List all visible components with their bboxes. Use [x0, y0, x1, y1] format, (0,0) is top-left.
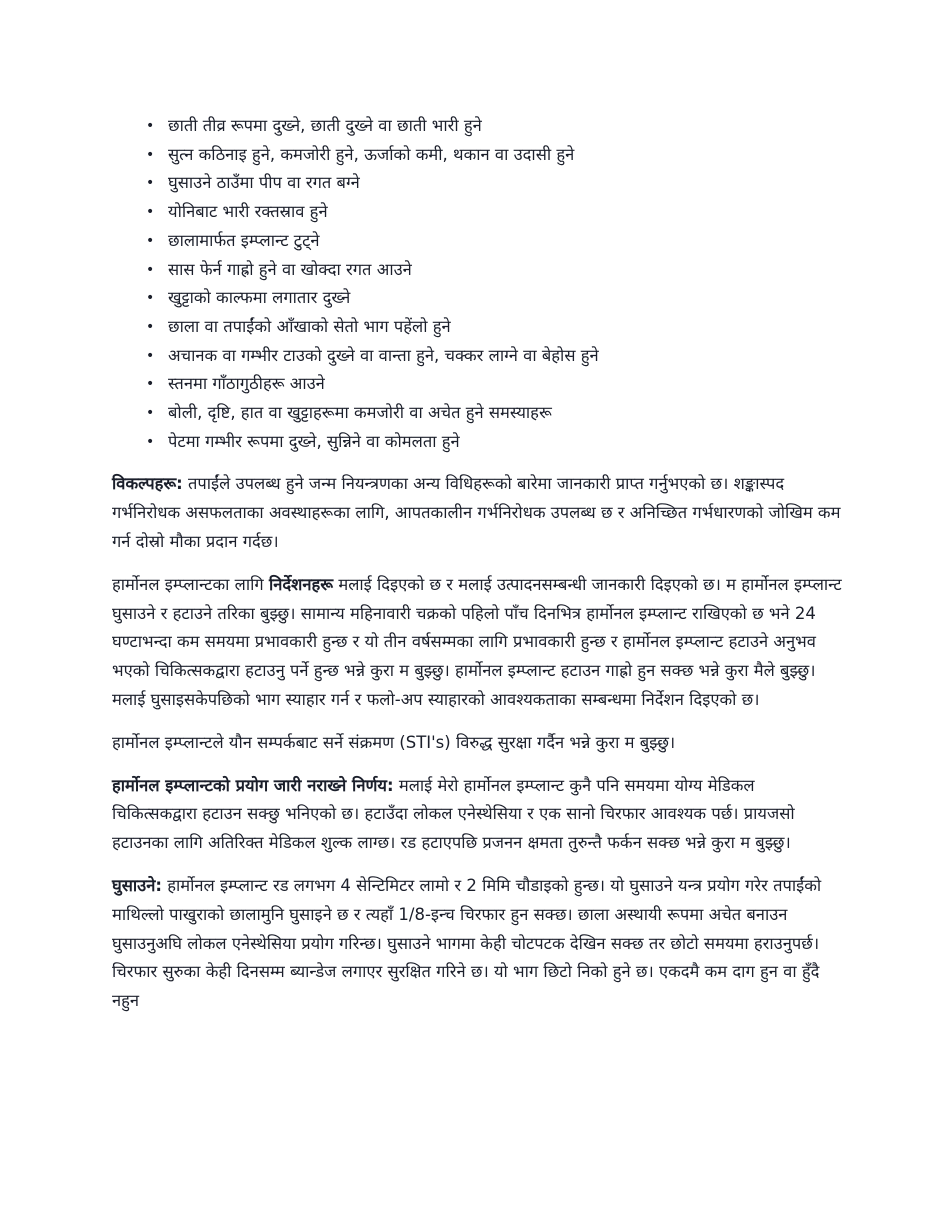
list-item-text: खुट्टाको काल्फमा लगातार दुख्ने: [168, 288, 351, 308]
bullet-icon: •: [146, 290, 155, 307]
bullet-icon: •: [146, 318, 155, 335]
bullet-icon: •: [146, 232, 155, 249]
list-item-text: छालामार्फत इम्प्लान्ट टुट्ने: [168, 230, 320, 250]
discontinue-label: हार्मोनल इम्प्लान्टको प्रयोग जारी नराख्ने निर्णय:: [112, 775, 394, 795]
bullet-icon: •: [146, 261, 155, 278]
list-item-text: छाती तीव्र रूपमा दुख्ने, छाती दुख्ने वा छाती भारी हुने: [168, 116, 482, 135]
list-item-text: पेटमा गम्भीर रूपमा दुख्ने, सुन्निने वा कोमलता हुने: [168, 431, 460, 451]
list-item-text: घुसाउने ठाउँमा पीप वा रगत बग्ने: [168, 173, 360, 193]
sti-note-paragraph: हार्मोनल इम्प्लान्टले यौन सम्पर्कबाट सर्ने संक्रमण (STI's) विरुद्ध सुरक्षा गर्दैन भन्ने कुरा म बुझ्छु।: [112, 732, 676, 752]
list-item: [112, 399, 842, 428]
list-item: [112, 370, 842, 399]
list-item: [112, 198, 842, 227]
list-item: [112, 313, 842, 342]
bullet-icon: •: [146, 376, 155, 393]
list-item-text: बोली, दृष्टि, हात वा खुट्टाहरूमा कमजोरी वा अचेत हुने समस्याहरू: [168, 403, 552, 423]
alternatives-text: तपाईंले उपलब्ध हुने जन्म नियन्त्रणका अन्य विधिहरूको बारेमा जानकारी प्राप्त गर्नुभएको छ। शङ्कास्पद गर्भनिरोधक असफलताका अवस्थाहरूका लागि, आपतकालीन गर्भनिरोधक उपलब्ध छ र अनिच्छित गर्भधारणको जोखिम कम गर्न दोस्रो मौका प्रदान गर्दछ।: [112, 474, 841, 552]
list-item-text: अचानक वा गम्भीर टाउको दुख्ने वा वान्ता हुने, चक्कर लाग्ने वा बेहोस हुने: [168, 345, 599, 365]
bullet-icon: •: [146, 146, 155, 163]
list-item-text: स्तनमा गाँठागुठीहरू आउने: [168, 374, 325, 394]
symptom-list: [112, 112, 842, 456]
insertion-label: घुसाउने:: [112, 876, 162, 895]
list-item-text: छाला वा तपाईंको आँखाको सेतो भाग पहेंलो हुने: [168, 316, 451, 336]
bullet-icon: •: [146, 175, 155, 192]
list-item: [112, 428, 842, 457]
bullet-icon: •: [146, 118, 155, 134]
insertion-text: हार्मोनल इम्प्लान्ट रड लगभग 4 सेन्टिमिटर लामो र 2 मिमि चौडाइको हुन्छ। यो घुसाउने यन्त्र प्रयोग गरेर तपाईंको माथिल्लो पाखुराको छालामुनि घुसाइने छ र त्यहाँ 1/8-इन्च चिरफार हुन सक्छ। छाला अस्थायी रूपमा अचेत बनाउन घुसाउनुअघि लोकल एनेस्थेसिया प्रयोग गरिन्छ। घुसाउने भागमा केही चोटपटक देखिन सक्छ तर छोटो समयमा हराउनुपर्छ। चिरफार सुरुका केही दिनसम्म ब्यान्डेज लगाएर सुरक्षित गरिने छ। यो भाग छिटो निको हुने छ। एकदमै कम दाग हुन वा हुँदै नहुन: [112, 876, 822, 1011]
list-item-text: सास फेर्न गाह्रो हुने वा खोक्दा रगत आउने: [168, 259, 412, 279]
list-item: [112, 169, 842, 198]
bullet-icon: •: [146, 204, 155, 221]
bullet-icon: •: [146, 347, 155, 364]
list-item: [112, 256, 842, 285]
list-item: [112, 227, 842, 256]
list-item: [112, 284, 842, 313]
bullet-icon: •: [146, 405, 155, 422]
list-item-text: सुत्न कठिनाइ हुने, कमजोरी हुने, ऊर्जाको कमी, थकान वा उदासी हुने: [168, 144, 575, 164]
instructions-text-before: हार्मोनल इम्प्लान्टका लागि: [112, 574, 269, 594]
bullet-icon: •: [146, 433, 155, 450]
list-item: [112, 112, 842, 141]
list-item: [112, 342, 842, 371]
alternatives-label: विकल्पहरू:: [112, 474, 183, 494]
list-item: [112, 141, 842, 170]
alternatives-paragraph: [112, 470, 842, 556]
document-page: [112, 112, 842, 1030]
insertion-paragraph: [112, 872, 842, 1016]
discontinue-paragraph: [112, 772, 842, 858]
instructions-paragraph: [112, 571, 842, 715]
list-item-text: योनिबाट भारी रक्तस्राव हुने: [168, 202, 328, 222]
instructions-text-after: मलाई दिइएको छ र मलाई उत्पादनसम्बन्धी जानकारी दिइएको छ। म हार्मोनल इम्प्लान्ट घुसाउने र हटाउने तरिका बुझ्छु। सामान्य महिनावारी चक्रको पहिलो पाँच दिनभित्र हार्मोनल इम्प्लान्ट राखिएको छ भने 24 घण्टाभन्दा कम समयमा प्रभावकारी हुन्छ र यो तीन वर्षसम्मका लागि प्रभावकारी हुन्छ र हार्मोनल इम्प्लान्ट हटाउने अनुभव भएको चिकित्सकद्वारा हटाउनु पर्ने हुन्छ भन्ने कुरा म बुझ्छु। हार्मोनल इम्प्लान्ट हटाउन गाह्रो हुन सक्छ भन्ने कुरा मैले बुझ्छु। मलाई घुसाइसकेपछिको भाग स्याहार गर्न र फलो-अप स्याहारको आवश्यकताका सम्बन्धमा निर्देशन दिइएको छ।: [112, 574, 842, 710]
instructions-label: निर्देशनहरू: [268, 574, 334, 594]
discontinue-text: मलाई मेरो हार्मोनल इम्प्लान्ट कुनै पनि समयमा योग्य मेडिकल चिकित्सकद्वारा हटाउन सक्छु भनिएको छ। हटाउँदा लोकल एनेस्थेसिया र एक सानो चिरफार आवश्यक पर्छ। प्रायजसो हटाउनका लागि अतिरिक्त मेडिकल शुल्क लाग्छ। रड हटाएपछि प्रजनन क्षमता तुरुन्तै फर्कन सक्छ भन्ने कुरा म बुझ्छु।: [112, 775, 795, 853]
